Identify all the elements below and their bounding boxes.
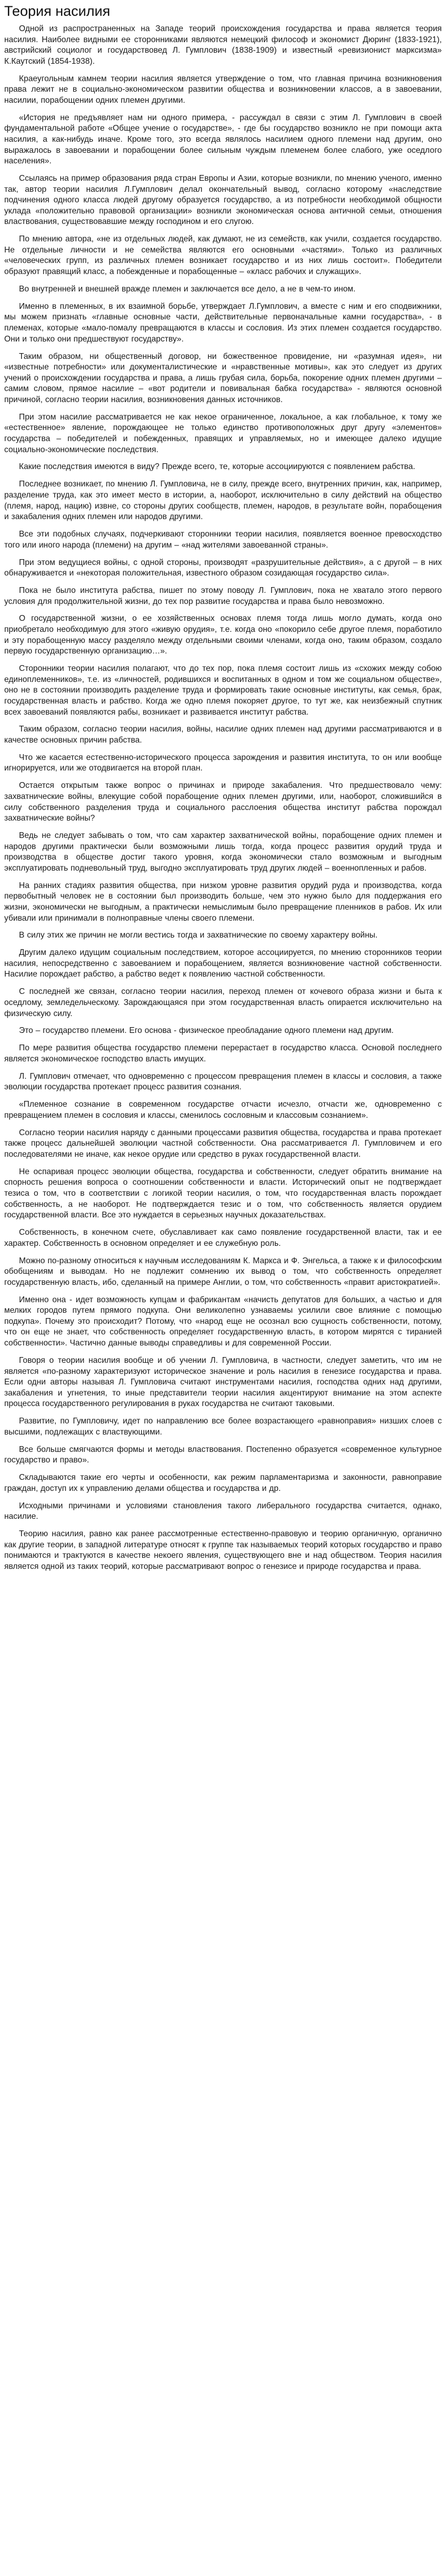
- article-paragraph: Говоря о теории насилия вообще и об учении Л. Гумпловича, в частности, следует заметить, что им не является «по-разному характеризуют историческое значение и роль насилия в генезисе государства и права. Если одни авторы называя Л. Гумпловича считают инструментами насилия, господства одних над другими, закабаления и угнетения, то иные представители теории насилия акцентируют внимание на этом аспекте процесса государственного регулирования в руках государства не считают таковыми.: [4, 1355, 442, 1409]
- article-paragraph: Все больше смягчаются формы и методы властвования. Постепенно образуется «современное культурное государство и право».: [4, 1445, 442, 1465]
- article-paragraph: Л. Гумплович отмечает, что одновременно с процессом превращения племен в классы и сословия, а также эволюции государства протекает процесс развития сознания.: [4, 1071, 442, 1092]
- article-paragraph: Это – государство племени. Его основа - физическое преобладание одного племени над другим.: [19, 1026, 394, 1036]
- article-paragraph: Теорию насилия, равно как ранее рассмотренные естественно-правовую и теорию органичную, органично как другие теории, в западной литературе относят к группе так называемых теорий которых государство и право понимаются и трактуются в качестве некоего явления, существующего вне и над обществом. Теория насилия является одной из таких теорий, которые рассматривают вопрос о генезисе и природе государства и права.: [4, 1529, 442, 1571]
- article-paragraph: С последней же связан, согласно теории насилия, переход племен от кочевого образа жизни и быта к оседлому, земледельческому. Зарождающаяся при этом государственная власть опирается исключительно на физическую силу.: [4, 987, 442, 1018]
- article-paragraph: Другим далеко идущим социальным последствием, которое ассоциируется, по мнению сторонников теории насилия, непосредственно с завоеванием и порабощением, является возникновение частной собственности. Насилие порождает рабство, а рабство ведет к появлению частной собственности.: [4, 948, 442, 979]
- article-paragraph: Остается открытым также вопрос о причинах и природе закабаления. Что предшествовало чему: захватнические войны, влекущие собой порабощение одних племен другими, или, наоборот, сложившийся в силу собственного разделения труда и социального расслоения общества институт рабства порождал захватнические войны?: [4, 781, 442, 823]
- article-paragraph: Согласно теории насилия наряду с данными процессами развития общества, государства и права протекает также процесс дальнейшей эволюции частной собственности. Она рассматривается Л. Гумпловичем и его последователями не иначе, как некое орудие или средство в руках государственной власти.: [4, 1128, 442, 1159]
- article-paragraph: В силу этих же причин не могли вестись тогда и захватнические по своему характеру войны.: [19, 931, 378, 940]
- article-paragraph: Все эти подобных случаях, подчеркивают сторонники теории насилия, появляется военное превосходство того или иного народа (племени) на другим – «над жителями завоеванной страны».: [4, 530, 442, 550]
- article-paragraph: Складываются такие его черты и особенности, как режим парламентаризма и законности, равноправие граждан, доступ их к управлению делами общества и государства и др.: [4, 1473, 442, 1493]
- article-paragraph: Исходными причинами и условиями становления такого либерального государства считается, однако, насилие.: [4, 1501, 442, 1521]
- article-paragraph: Последнее возникает, по мнению Л. Гумпловича, не в силу, прежде всего, внутренних причин, как, например, разделение труда, как это имеет место в истории, а, наоборот, исключительно в силу действий на общество (племя, народ, нацию) извне, со стороны других сообществ, племен, народов, в результате войн, порабощения и закабаления одних племен или народов другими.: [4, 480, 442, 522]
- article-paragraph: Развитие, по Гумпловичу, идет по направлению все более возрастающего «равноправия» низших слоев с высшими, подлежащих с властвующими.: [4, 1417, 442, 1437]
- article-paragraph: Таким образом, ни общественный договор, ни божественное провидение, ни «разумная идея», ни «известные потребности» или документалистические и «нравственные мотивы», как это следует из других учений о происхождении государства и права, а лишь грубая сила, борьба, покорение одних племен другими – самим словом, прямое насилие – «вот родители и повивальная бабка государства» - являются основной причиной, согласно теории насилия, возникновения данных источников.: [4, 352, 442, 404]
- article-paragraph: Краеугольным камнем теории насилия является утверждение о том, что главная причина возникновения права лежит не в социально-экономическом развитии общества и возникновении классов, а в завоевании, насилии, порабощении одних племен другими.: [4, 74, 442, 105]
- page-title: Теория насилия: [4, 3, 111, 19]
- article-paragraph: На ранних стадиях развития общества, при низком уровне развития орудий руда и производства, когда первобытный человек не в состоянии был производить больше, чем это нужно было для поддержания его жизни, экономически не выгодным, а практически немыслимым было превращение пленников в рабов. Их или убивали или принимали в полноправные члены своего племени.: [4, 881, 442, 923]
- article-paragraph: Собственность, в конечном счете, обуславливает как само появление государственной власти, так и ее характер. Собственность в основном определяет и ее служебную роль.: [4, 1228, 442, 1248]
- article-paragraph: Таким образом, согласно теории насилия, войны, насилие одних племен над другими рассматриваются и в качестве основных причин рабства.: [4, 725, 442, 745]
- article-paragraph: Именно в племенных, в их взаимной борьбе, утверждает Л.Гумплович, а вместе с ним и его сподвижники, мы можем признать «главные основные части, действительные первоначальные камни государства», - в племенах, которые «мало-помалу превращаются в классы и сословия. Из этих племен создается государство. Они и только они предшествуют государству».: [4, 301, 442, 344]
- article-paragraph: Можно по-разному относиться к научным исследованиям К. Маркса и Ф. Энгельса, а также к и философским обобщениям и выводам. Но не подлежит сомнению их вывод о том, что собственность определяет государственную власть, ибо, сделанный на примере Англии, о том, что собственность «правит аристократией».: [4, 1256, 442, 1287]
- article-paragraph: Одной из распространенных на Западе теорий происхождения государства и права является теория насилия. Наиболее видными ее сторонниками являются немецкий философ и экономист Дюринг (1833-1921), австрийский социолог и государствовед Л. Гумплович (1838-1909) и известный «ревизионист марксизма» К.Каутский (1854-1938).: [4, 24, 442, 66]
- article-paragraph: Ссылаясь на пример образования ряда стран Европы и Азии, которые возникли, по мнению ученого, именно так, автор теории насилия Л.Гумплович делал окончательный вывод, согласно которому «наследствие подчинения одного класса людей другому образуется государство, а из потребности необходимой общности уклада «положительно правовой организации» возникли экономическая основа античной семьи, отношения властвования, существовавшие между господином и его слугою.: [4, 174, 442, 227]
- article-paragraph: Сторонники теории насилия полагают, что до тех пор, пока племя состоит лишь из «схожих между собою единоплеменников», т.е. из «личностей, родившихся и воспитанных в одном и том же социальном обществе», оно не в состоянии производить разделение труда и формировать такие основные институты, как семья, брак, государственная власть и рабство. Когда же одно племя покоряет другое, то тут же, как неизбежный спутник всех завоеваний появляются рабы, возникает и развивается институт рабства.: [4, 664, 442, 717]
- article-paragraph: При этом ведущиеся войны, с одной стороны, производят «разрушительные действия», а с другой – в них обнаруживается и «некоторая положительная, известного образом созидающая государство сила».: [4, 558, 442, 578]
- article-paragraph: Что же касается естественно-исторического процесса зарождения и развития института, то он или вообще игнорируется, или же отодвигается на второй план.: [4, 753, 442, 773]
- article-paragraph: При этом насилие рассматривается не как некое ограниченное, локальное, а как глобальное, к тому же «естественное» явление, порождающее не только единство противоположных друг другу «элементов» государства – победителей и побежденных, правящих и управляемых, но и имеющее далеко идущие социально-экономические последствия.: [4, 412, 442, 454]
- article-paragraph: Какие последствия имеются в виду? Прежде всего, те, которые ассоциируются с появлением рабства.: [19, 462, 415, 472]
- article-paragraph: Не оспаривая процесс эволюции общества, государства и собственности, следует обратить внимание на спорность решения вопроса о соотношении собственности и власти. Исторический опыт не подтверждает тезиса о том, что в соответствии с логикой теории насилия, о том, что государственная власть порождает собственность, а не наоборот. Не подтверждается тезис и о том, что собственность является орудием государственной власти. Все это нуждается в серьезных научных доказательствах.: [4, 1167, 442, 1220]
- article-paragraph: О государственной жизни, о ее хозяйственных основах племя тогда лишь могло думать, когда оно приобретало необходимую для этого «живую орудия», т.е. когда оно «покорило себе другое племя, поработило и эту порабощенную массу разделяло между отдельными своими членами, когда оно, таким образом, создало первую государственную организацию…».: [4, 614, 442, 656]
- article-paragraph: По мере развития общества государство племени перерастает в государство класса. Основой последнего является экономическое господство власть имущих.: [4, 1043, 442, 1063]
- article-paragraph: «Племенное сознание в современном государстве отчасти исчезло, отчасти же, одновременно с превращением племен в сословия и классы, сменилось сословным и классовым сознанием».: [4, 1100, 442, 1120]
- article-paragraph: По мнению автора, «не из отдельных людей, как думают, не из семейств, как учили, создается государство. Не отдельные личности и не семейства являются его основными «частями». Только из различных «человеческих групп, из различных племен возникает государство и из них лишь состоит». Победители образуют правящий класс, а побежденные и порабощенные – «класс рабочих и служащих».: [4, 235, 442, 277]
- article-paragraph: «История не предъявляет нам ни одного примера, - рассуждал в связи с этим Л. Гумплович в своей фундаментальной работе «Общее учение о государстве», - где бы государство возникло не при помощи акта насилия, а как-нибудь иначе. Кроме того, это всегда являлось насилием одного племени над другим, оно выражалось в завоевании и порабощении более сильным чуждым племенем более слабого, уже оседлого населения».: [4, 113, 442, 166]
- article-paragraph: Ведь не следует забывать о том, что сам характер захватнической войны, порабощение одних племен и народов другими практически были возможными лишь тогда, когда процесс развития орудий труда и производства в обществе достиг такого уровня, когда экономически стало возможным и выгодным эксплуатировать подневольный труд, выгодно эксплуатировать труд других людей – военнопленных и рабов.: [4, 831, 442, 873]
- article-paragraph: Именно она - идет возможность купцам и фабрикантам «начисть депутатов для больших, а частью и для мелких городов путем прямого подкупа. Они великолепно узнаваемы усилили свое влияние с помощью подкупа». Почему это происходит? Потому, что «народ еще не осознал всю сущность собственности, потому, что он еще не знает, что собственность определяет государственную власть, в котором мирятся с тиранией собственности». Частично данные выводы справедливы и для современной России.: [4, 1295, 442, 1348]
- article-paragraph: Пока не было института рабства, пишет по этому поводу Л. Гумплович, пока не хватало этого первого условия для продолжительной жизни, до тех пор развитие государства и права было невозможно.: [4, 586, 442, 606]
- article-paragraph: Во внутренней и внешней вражде племен и заключается все дело, а не в чем-то ином.: [19, 284, 356, 294]
- article-body: [4, 24, 442, 1573]
